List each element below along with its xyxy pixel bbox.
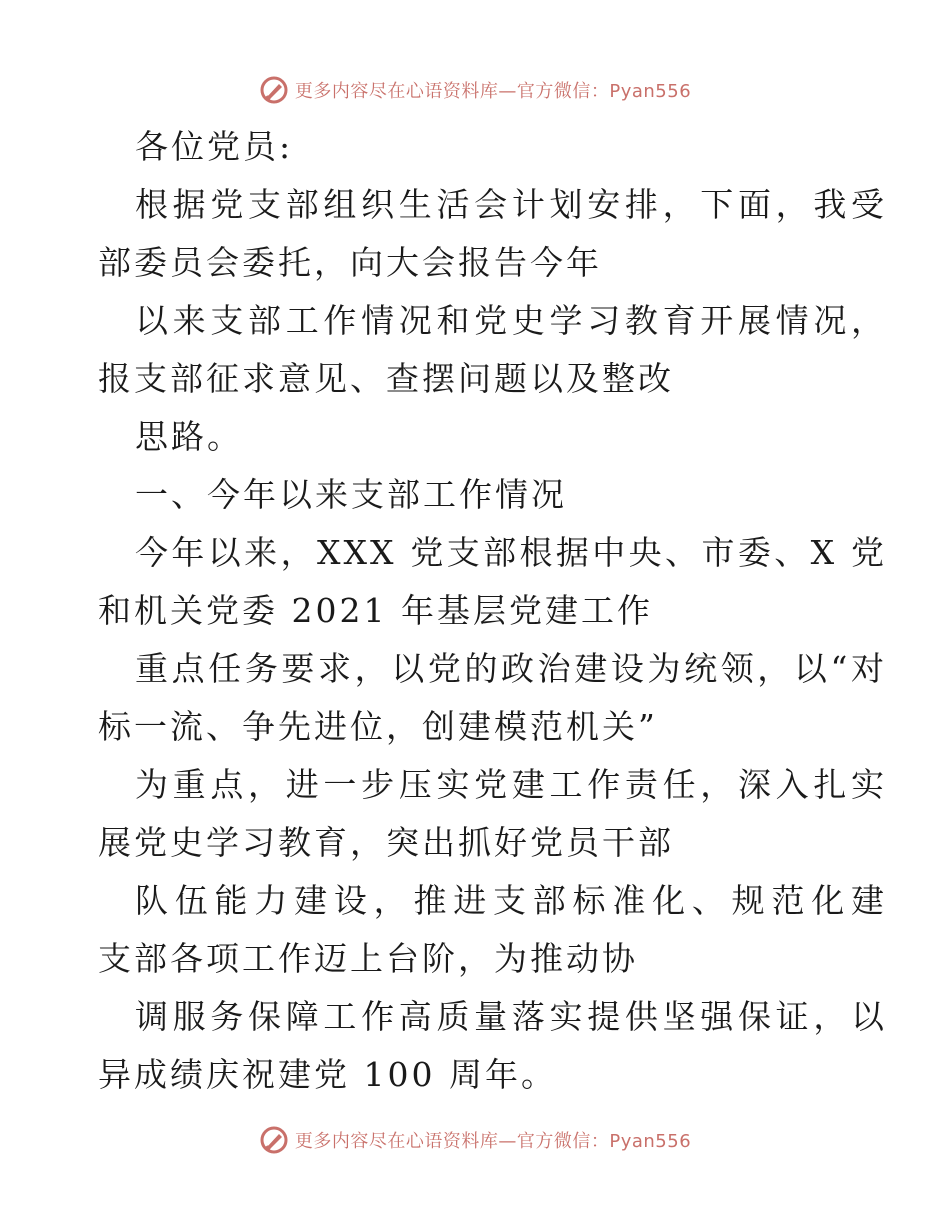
paragraph-line: 根据党支部组织生活会计划安排，下面，我受	[135, 185, 887, 224]
paragraph-line: 标一流、争先进位，创建模范机关”	[98, 707, 658, 746]
watermark-banner-top	[0, 72, 950, 108]
paragraph-line: 异成绩庆祝建党 100 周年。	[98, 1055, 557, 1094]
paragraph-line: 展党史学习教育，突出抓好党员干部	[98, 823, 674, 862]
brush-seal-icon	[259, 1125, 289, 1155]
paragraph-line: 队伍能力建设，推进支部标准化、规范化建	[135, 881, 887, 920]
paragraph-line: 一、今年以来支部工作情况	[135, 475, 567, 514]
paragraph-line: 和机关党委 2021 年基层党建工作	[98, 591, 653, 630]
paragraph-line: 部委员会委托，向大会报告今年	[98, 243, 602, 282]
paragraph-line: 报支部征求意见、查摆问题以及整改	[98, 359, 674, 398]
document-body	[98, 118, 887, 1104]
paragraph-line: 为重点，进一步压实党建工作责任，深入扎实	[135, 765, 887, 804]
watermark-banner-bottom	[0, 1122, 950, 1158]
paragraph-line: 重点任务要求，以党的政治建设为统领，以“对	[135, 649, 887, 688]
brush-seal-icon	[259, 75, 289, 105]
watermark-text: 更多内容尽在心语资料库—官方微信：Pyan556	[294, 81, 692, 102]
paragraph-line: 今年以来，XXX 党支部根据中央、市委、X 党	[135, 533, 887, 572]
paragraph-line: 以来支部工作情况和党史学习教育开展情况，	[135, 301, 887, 340]
paragraph-line: 支部各项工作迈上台阶，为推动协	[98, 939, 638, 978]
paragraph-line: 思路。	[135, 417, 243, 456]
paragraph-line: 调服务保障工作高质量落实提供坚强保证，以	[135, 997, 887, 1036]
paragraph-line: 各位党员:	[135, 127, 294, 166]
watermark-text: 更多内容尽在心语资料库—官方微信：Pyan556	[294, 1131, 692, 1152]
